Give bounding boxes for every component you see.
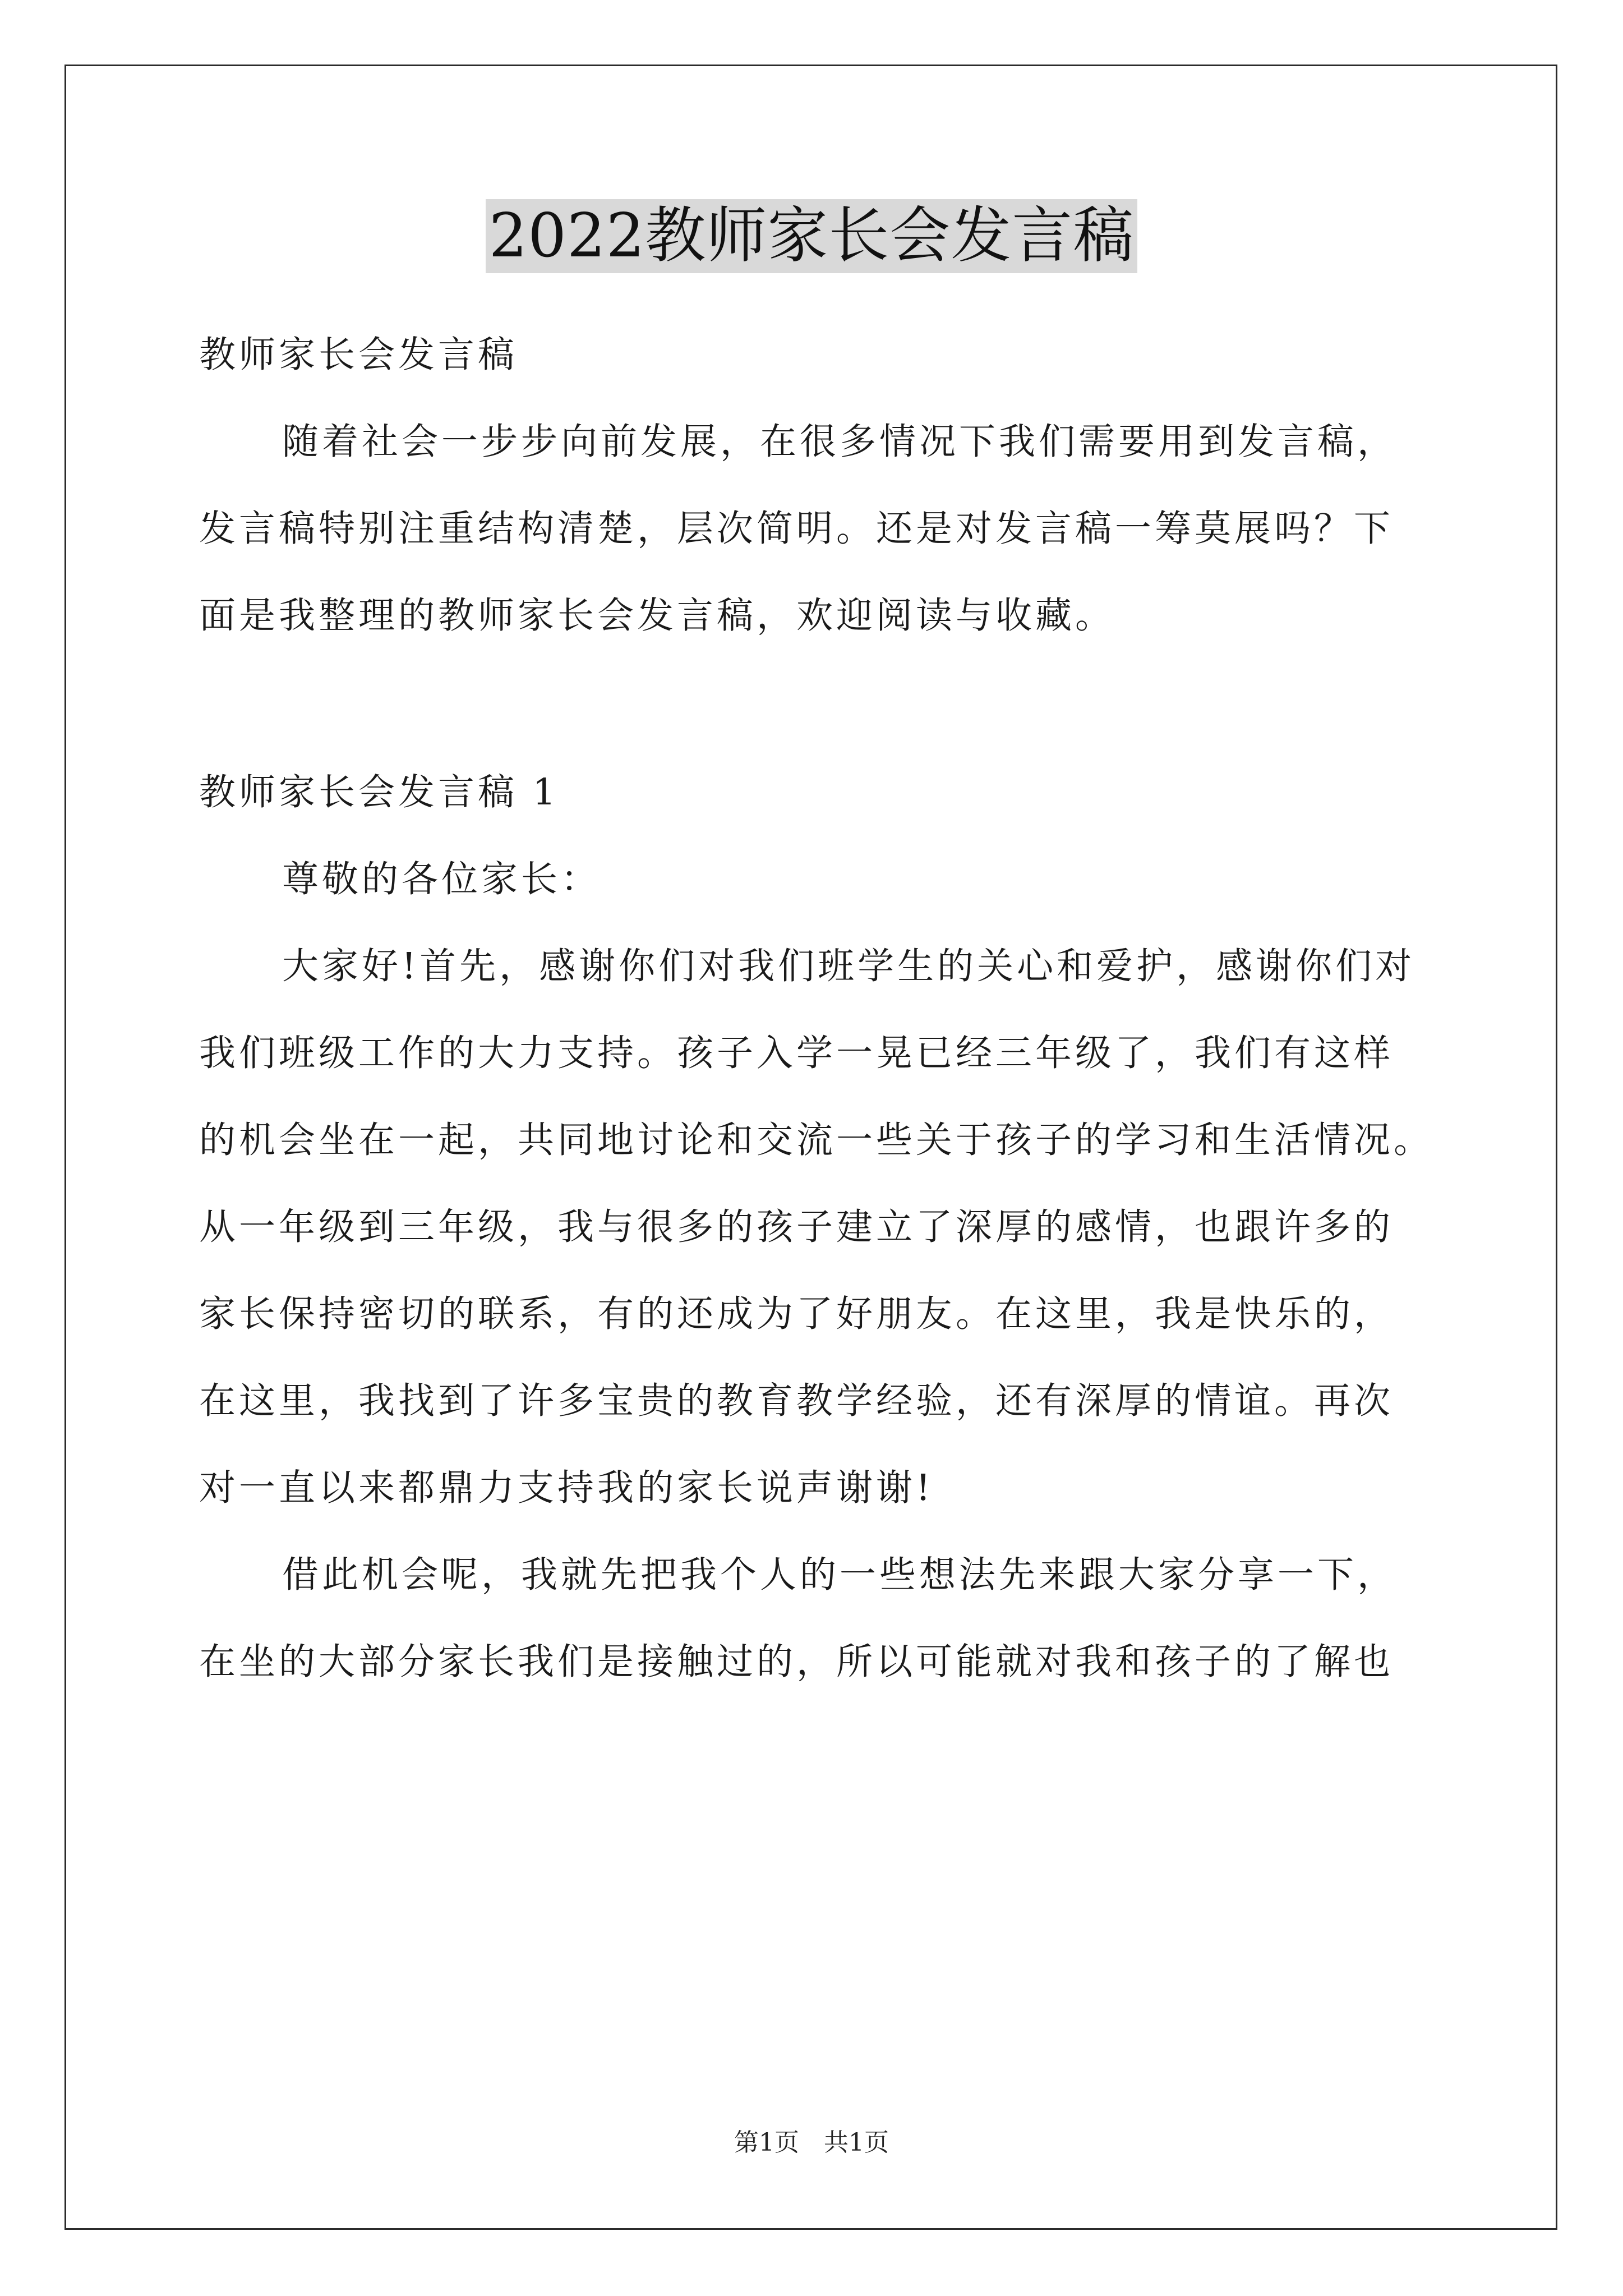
paragraph-line: 大家好!首先，感谢你们对我们班学生的关心和爱护，感谢你们对 bbox=[282, 945, 1415, 987]
intro-line: 发言稿特别注重结构清楚，层次简明。还是对发言稿一筹莫展吗？下 bbox=[199, 508, 1394, 550]
intro-line: 面是我整理的教师家长会发言稿，欢迎阅读与收藏。 bbox=[199, 595, 1115, 637]
paragraph-line: 在坐的大部分家长我们是接触过的，所以可能就对我和孩子的了解也 bbox=[199, 1641, 1394, 1683]
paragraph-line: 从一年级到三年级，我与很多的孩子建立了深厚的感情，也跟许多的 bbox=[199, 1206, 1394, 1248]
intro-line: 随着社会一步步向前发展，在很多情况下我们需要用到发言稿， bbox=[282, 421, 1398, 463]
paragraph-line: 我们班级工作的大力支持。孩子入学一晃已经三年级了，我们有这样 bbox=[199, 1032, 1394, 1074]
greeting: 尊敬的各位家长： bbox=[282, 858, 601, 900]
subtitle: 教师家长会发言稿 bbox=[199, 334, 518, 376]
page-number: 第1页 共1页 bbox=[734, 2128, 889, 2157]
paragraph-line: 在这里，我找到了许多宝贵的教育教学经验，还有深厚的情谊。再次 bbox=[199, 1380, 1394, 1422]
title-block bbox=[0, 199, 1623, 273]
document-title: 2022教师家长会发言稿 bbox=[486, 199, 1138, 273]
paragraph-line: 对一直以来都鼎力支持我的家长说声谢谢! bbox=[199, 1467, 934, 1509]
document-body bbox=[199, 311, 1444, 1705]
paragraph-line: 的机会坐在一起，共同地讨论和交流一些关于孩子的学习和生活情况。 bbox=[199, 1119, 1434, 1161]
page-footer bbox=[0, 2126, 1623, 2160]
section-heading: 教师家长会发言稿 1 bbox=[199, 771, 560, 813]
spacer bbox=[199, 659, 1444, 749]
paragraph-line: 借此机会呢，我就先把我个人的一些想法先来跟大家分享一下， bbox=[282, 1554, 1398, 1596]
paragraph-line: 家长保持密切的联系，有的还成为了好朋友。在这里，我是快乐的， bbox=[199, 1293, 1394, 1335]
